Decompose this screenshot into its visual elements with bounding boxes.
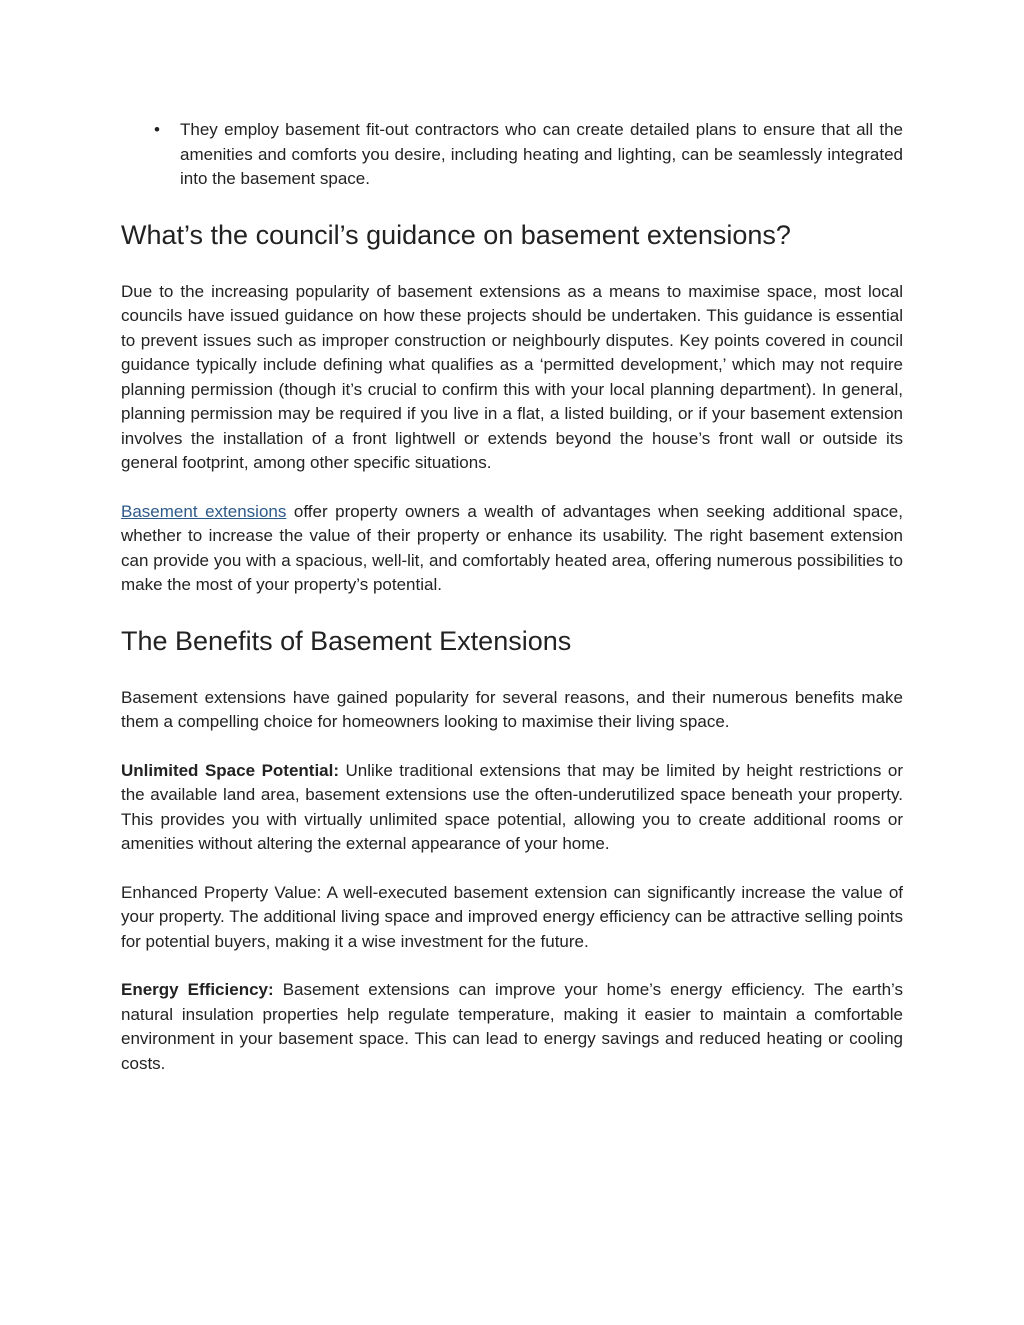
- paragraph-enhanced-value: Enhanced Property Value: A well-executed basement extension can significantly increase the value of your property. The additional living space and improved energy efficiency can be attractive selling points for potential buyers, making it a wise investment for the future.: [121, 882, 903, 951]
- unlimited-space-label: Unlimited Space Potential:: [121, 760, 340, 780]
- paragraph-council-guidance: Due to the increasing popularity of basement extensions as a means to maximise space, most local councils have issued guidance on how these projects should be undertaken. This guidance is essential to prevent issues such as improper construction or neighbourly disputes. Key points covered in council guidance typically include defining what qualifies as a ‘permitted development,’ which may not require planning permission (though it’s crucial to confirm this with your local planning department). In general, planning permission may be required if you live in a flat, a listed building, or if your basement extension involves the installation of a front lightwell or extends beyond the house’s front wall or outside its general footprint, among other specific situations.: [121, 281, 903, 472]
- energy-efficiency-text: Basement extensions can improve your home’s energy efficiency. The earth’s natural insulation properties help regulate temperature, making it easier to maintain a comfortable environment in your basement space. This can lead to energy savings and reduced heating or cooling costs.: [121, 980, 904, 1073]
- paragraph-unlimited-space: [121, 759, 903, 857]
- bullet-item: [121, 118, 903, 192]
- energy-efficiency-label: Energy Efficiency:: [121, 980, 274, 999]
- unlimited-space-text: Unlike traditional extensions that may be limited by height restrictions or the available land area, basement extensions use the often-underutilized space beneath your property. This provides you with virtually unlimited space potential, allowing you to create additional rooms or amenities without altering the external appearance of your home.: [121, 760, 903, 853]
- heading-benefits: The Benefits of Basement Extensions: [121, 625, 572, 656]
- basement-extensions-link[interactable]: Basement extensions: [121, 501, 287, 521]
- bullet-dot-icon: •: [154, 120, 160, 139]
- heading-council-guidance: What’s the council’s guidance on basement extensions?: [121, 219, 791, 250]
- bullet-text: They employ basement fit-out contractors who can create detailed plans to ensure that all the amenities and comforts you desire, including heating and lighting, can be seamlessly integrated into the basement space.: [180, 120, 903, 188]
- paragraph-benefits-intro: Basement extensions have gained popularity for several reasons, and their numerous benefits make them a compelling choice for homeowners looking to maximise their living space.: [121, 687, 903, 731]
- paragraph-basement-advantages: [121, 500, 903, 598]
- paragraph-energy-efficiency: [121, 978, 903, 1076]
- paragraph-advantages-text: offer property owners a wealth of advantages when seeking additional space, whether to increase the value of their property or enhance its usability. The right basement extension can provide you with a spacious, well-lit, and comfortably heated area, offering numerous possibilities to make the most of your property’s potential.: [121, 501, 903, 594]
- document-page: [121, 118, 903, 1076]
- bullet-list: [121, 118, 903, 192]
